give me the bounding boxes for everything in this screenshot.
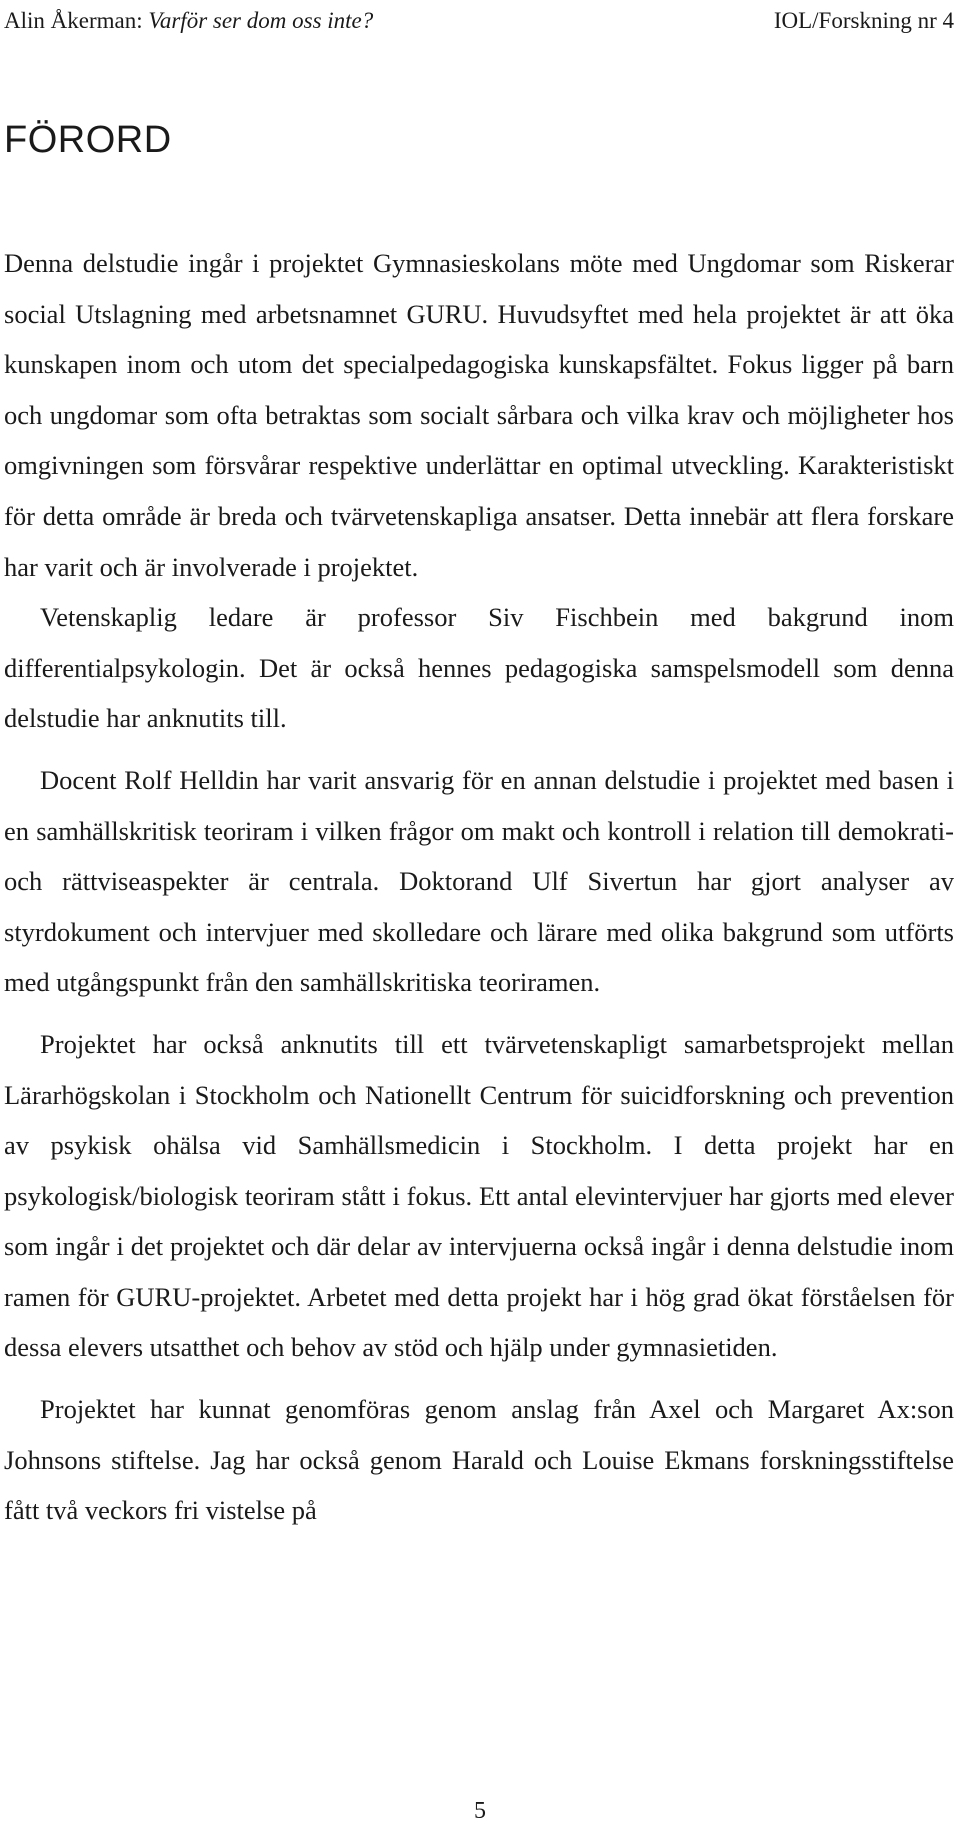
body-text xyxy=(4,238,954,1536)
header-author: Alin Åkerman: xyxy=(4,8,149,33)
paragraph-5: Projektet har kunnat genomföras genom anslag från Axel och Margaret Ax:son Johnsons stiftelse. Jag har också genom Harald och Louise Ekmans forskningsstiftelse fått två veckors fri vistelse på xyxy=(4,1394,954,1526)
paragraph-3: Docent Rolf Helldin har varit ansvarig för en annan delstudie i projektet med basen i en samhällskritisk teoriram i vilken frågor om makt och kontroll i relation till demokrati- och rättviseaspekter är centrala. Doktorand Ulf Sivertun har gjort analyser av styrdokument och intervjuer med skolledare och lärare med olika bakgrund som utförts med utgångspunkt från den samhällskritiska teoriramen. xyxy=(4,764,954,998)
header-series: IOL/Forskning nr 4 xyxy=(773,8,954,33)
paragraph-4: Projektet har också anknutits till ett tvärvetenskapligt samarbetsprojekt mellan Lärarhögskolan i Stockholm och Nationellt Centrum för suicidforskning och prevention av psykisk ohälsa vid Samhällsmedicin i Stockholm. I detta projekt har en psykologisk/biologisk teoriram stått i fokus. Ett antal elevintervjuer har gjorts med elever som ingår i det projektet och där delar av intervjuerna också ingår i denna delstudie inom ramen för GURU-projektet. Arbetet med detta projekt har i hög grad ökat förståelsen för dessa elevers utsatthet och behov av stöd och hjälp under gymnasietiden. xyxy=(4,1028,954,1363)
header-title: Varför ser dom oss inte? xyxy=(148,8,374,33)
page-number: 5 xyxy=(474,1798,486,1824)
header-author-title xyxy=(4,6,373,36)
running-header xyxy=(4,6,954,36)
paragraph-2: Vetenskaplig ledare är professor Siv Fischbein med bakgrund inom differentialpsykologin. Det är också hennes pedagogiska samspelsmodell som denna delstudie har anknutits till. xyxy=(4,602,954,734)
section-title: FÖRORD xyxy=(4,119,172,161)
paragraph-1: Denna delstudie ingår i projektet Gymnasieskolans möte med Ungdomar som Riskerar social Utslagning med arbetsnamnet GURU. Huvudsyftet med hela projektet är att öka kunskapen inom och utom det specialpedagogiska kunskapsfältet. Fokus ligger på barn och ungdomar som ofta betraktas som socialt sårbara och vilka krav och möjligheter hos omgivningen som försvårar respektive underlättar en optimal utveckling. Karakteristiskt för detta område är breda och tvärvetenskapliga ansatser. Detta innebär att flera forskare har varit och är involverade i projektet. xyxy=(4,248,954,582)
